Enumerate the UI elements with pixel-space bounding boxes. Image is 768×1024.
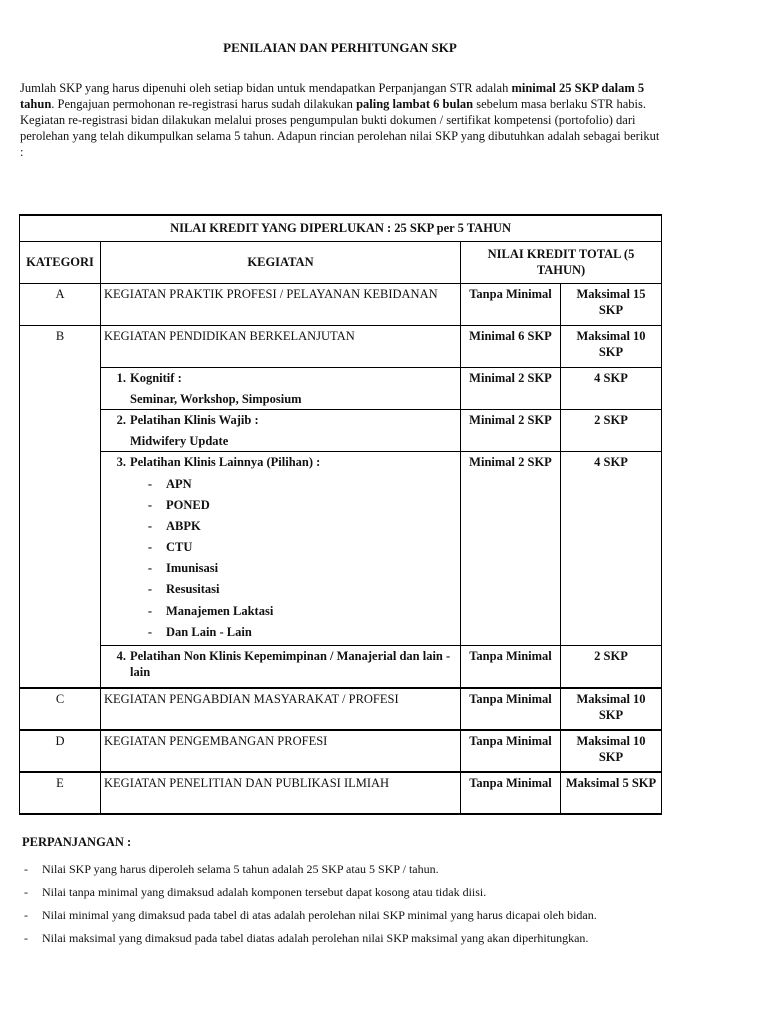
list-item: - APN [147,476,192,491]
item-label: Pelatihan Non Klinis Kepemimpinan / Manajerial dan lain - lain [130,649,451,679]
list-item: - Nilai tanpa minimal yang dimaksud adalah komponen tersebut dapat kosong atau tidak diisi. [24,885,487,899]
cell-min: Minimal 2 SKP [461,409,561,451]
notes-list [24,862,654,945]
intro-paragraph [20,80,660,160]
item-label: Pelatihan Klinis Wajib : [130,412,259,427]
list-item: - Nilai SKP yang harus diperoleh selama 5 tahun adalah 25 SKP atau 5 SKP / tahun. [24,862,439,876]
table-row [20,688,662,730]
cell-activity: KEGIATAN PENDIDIKAN BERKELANJUTAN [101,325,461,367]
skp-table [19,214,662,815]
cell-category: A [20,283,101,325]
table-row [20,325,662,367]
item-number: 4. [116,649,126,663]
table-row [20,730,662,772]
table-row [20,367,662,409]
cell-max: 4 SKP [561,367,662,409]
training-list [130,474,457,644]
list-item: - ABPK [147,518,201,533]
list-item: - Nilai maksimal yang dimaksud pada tabel diatas adalah perolehan nilai SKP maksimal yang akan diperhitungkan. [24,931,589,945]
cell-min: Minimal 2 SKP [461,367,561,409]
cell-activity: KEGIATAN PENGEMBANGAN PROFESI [101,730,461,772]
cell-max: 2 SKP [561,646,662,688]
item-detail: Midwifery Update [130,433,229,448]
cell-max: 4 SKP [561,451,662,646]
list-item: - Dan Lain - Lain [147,624,252,639]
item-label: Pelatihan Klinis Lainnya (Pilihan) : [130,454,321,469]
cell-max: Maksimal 5 SKP [561,772,662,814]
item-number: 2. [116,412,126,427]
cell-activity [101,646,461,688]
table-row [20,409,662,451]
list-item: - Manajemen Laktasi [147,603,274,618]
item-number: 3. [116,454,126,469]
table-row [20,283,662,325]
cell-min: Tanpa Minimal [461,730,561,772]
cell-max: Maksimal 15 SKP [561,283,662,325]
intro-text-1: Jumlah SKP yang harus dipenuhi oleh setiap bidan untuk mendapatkan Perpanjangan STR adalah [20,81,512,95]
cell-min: Tanpa Minimal [461,646,561,688]
intro-bold-1: minimal 25 SKP dalam 5 tahun [20,81,645,111]
cell-category: E [20,772,101,814]
cell-activity [101,367,461,409]
cell-category: D [20,730,101,772]
cell-category: B [20,325,101,688]
cell-min: Minimal 6 SKP [461,325,561,367]
table-row [20,451,662,646]
item-number: 1. [116,370,126,385]
section-title: PERPANJANGAN : [22,835,132,849]
intro-text-2: . Pengajuan permohonan re-registrasi harus sudah dilakukan [51,97,357,111]
list-item: - CTU [147,540,193,555]
table-row [20,772,662,814]
cell-min: Minimal 2 SKP [461,451,561,646]
list-item: - Imunisasi [147,561,219,576]
cell-activity [101,409,461,451]
cell-max: Maksimal 10 SKP [561,325,662,367]
list-item: - Resusitasi [147,582,220,597]
table-row [20,646,662,688]
item-label: Kognitif : [130,370,182,385]
list-item: - PONED [147,497,210,512]
item-detail: Seminar, Workshop, Simposium [130,391,302,406]
header-kegiatan: KEGIATAN [101,241,461,283]
header-nilai-kredit: NILAI KREDIT TOTAL (5 TAHUN) [461,241,662,283]
page-title: PENILAIAN DAN PERHITUNGAN SKP [223,40,457,55]
cell-min: Tanpa Minimal [461,283,561,325]
cell-max: Maksimal 10 SKP [561,730,662,772]
cell-activity: KEGIATAN PENELITIAN DAN PUBLIKASI ILMIAH [101,772,461,814]
cell-min: Tanpa Minimal [461,772,561,814]
cell-max: Maksimal 10 SKP [561,688,662,730]
cell-activity [101,451,461,646]
intro-bold-2: paling lambat 6 bulan [356,97,474,111]
cell-activity: KEGIATAN PRAKTIK PROFESI / PELAYANAN KEBIDANAN [101,283,461,325]
cell-category: C [20,688,101,730]
intro-text-3: sebelum masa berlaku STR habis. Kegiatan re-registrasi bidan dilakukan melalui proses pengumpulan bukti dokumen / sertifikat kompetensi (portofolio) dari perolehan yang telah dikumpulkan selama 5 tahun. Adapun rincian perolehan nilai SKP yang dibutuhkan adalah sebagai berikut : [20,97,660,159]
header-kategori: KATEGORI [20,241,101,283]
cell-max: 2 SKP [561,409,662,451]
cell-activity: KEGIATAN PENGABDIAN MASYARAKAT / PROFESI [101,688,461,730]
list-item: - Nilai minimal yang dimaksud pada tabel di atas adalah perolehan nilai SKP minimal yang harus dicapai oleh bidan. [24,908,597,922]
cell-min: Tanpa Minimal [461,688,561,730]
table-caption: NILAI KREDIT YANG DIPERLUKAN : 25 SKP per 5 TAHUN [20,215,662,241]
